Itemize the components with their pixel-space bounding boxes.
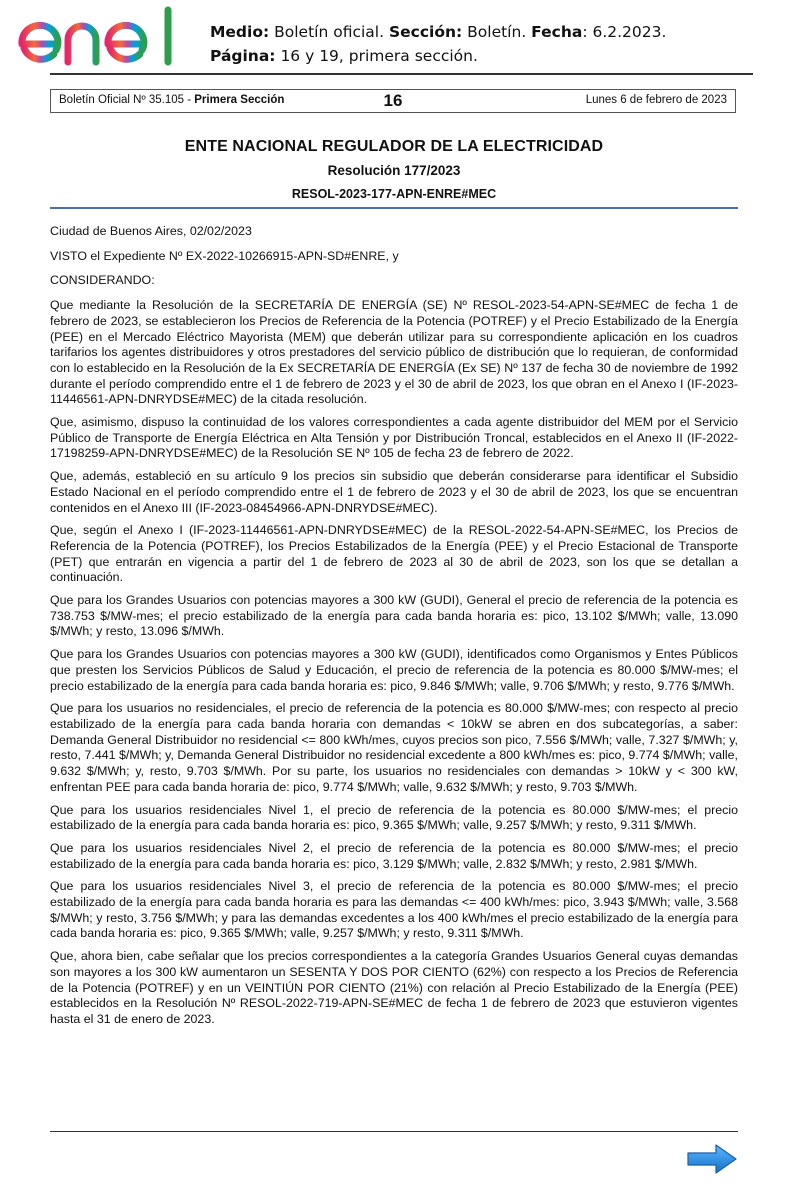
paragraph: Que, ahora bien, cabe señalar que los precios correspondientes a la categoría Grandes Usuarios General cuyas demandas son mayores a los 300 kW aumentaron un SESENTA Y DOS POR CIENTO (62%) con respecto a los Precios de Referencia de la Potencia (POTREF) y en un VEINTIÚN POR CIENTO (21%) con relación al Precio Estabilizado de la Energía (PEE) establecidos en la Resolución Nº RESOL-2022-719-APN-SE#MEC de fecha 1 de febrero de 2023 que estuvieron vigentes hasta el 31 de enero de 2023. [50,949,738,1026]
fecha-value: : 6.2.2023. [582,23,667,41]
paragraph: Que para los Grandes Usuarios con potencias mayores a 300 kW (GUDI), identificados como Organismos y Entes Públicos que presten los Servicios Públicos de Salud y Educación, el precio de referencia de la potencia es 80.000 $/MW-mes; el precio estabilizado de la energía para cada banda horaria es: pico, 9.846 $/MWh; valle, 9.706 $/MWh; y resto, 9.776 $/MWh. [50,647,738,693]
document-title-block [50,136,738,203]
paragraph: Que para los usuarios residenciales Nivel 3, el precio de referencia de la potencia es 80.000 $/MW-mes; el precio estabilizado de la energía para cada banda horaria es para las demandas <= 400 kWh/mes: pico, 3.943 $/MWh; valle, 3.568 $/MWh; y resto, 3.756 $/MWh; y para las demandas excedentes a los 400 kWh/mes el precio estabilizado de la energía para cada banda horaria es: pico, 9.365 $/MWh; valle, 9.257 $/MWh; y resto, 9.311 $/MWh. [50,879,738,941]
bulletin-section: Primera Sección [194,94,285,106]
paragraph: Que para los usuarios no residenciales, el precio de referencia de la potencia es 80.000 $/MW-mes; con respecto al precio estabilizado de la energía para cada banda horaria con demandas < 10kW se abren en dos subcategorías, a saber: Demanda General Distribuidor no residencial <= 800 kWh/mes, cuyos precios son pico, 7.556 $/MWh; valle, 7.327 $/MWh; y, resto, 7.441 $/MWh; y, Demanda General Distribuidor no residencial excedente a 800 kWh/mes es: pico, 9.774 $/MWh; valle, 9.632 $/MWh; y, resto, 9.703 $/MWh. Por su parte, los usuarios no residenciales con demandas > 10kW y < 300 kW, enfrentan PEE para cada banda horaria de: pico, 9.774 $/MWh; valle, 9.632 $/MWh; y resto, 9.703 $/MWh. [50,701,738,794]
paragraph-place-date: Ciudad de Buenos Aires, 02/02/2023 [50,224,252,238]
clipping-header [0,0,800,80]
paragraph-considerando: CONSIDERANDO: [50,273,155,288]
pagina-value: 16 y 19, primera sección. [275,47,478,65]
paragraph: Que para los usuarios residenciales Nivel 1, el precio de referencia de la potencia es 80.000 $/MW-mes; el precio estabilizado de la energía para cada banda horaria es: pico, 9.365 $/MWh; valle, 9.257 $/MWh; y resto, 9.311 $/MWh. [50,802,738,833]
paragraph-visto: VISTO el Expediente Nº EX-2022-10266915-APN-SD#ENRE, y [50,248,399,263]
footer-divider [50,1131,738,1132]
resolution-number: Resolución 177/2023 [327,163,461,178]
document-body [50,224,738,1035]
medio-value: Boletín oficial. [269,23,389,41]
title-divider [50,207,738,209]
paragraph: Que, además, estableció en su artículo 9 los precios sin subsidio que deberán considerarse para identificar el Subsidio Estado Nacional en el período comprendido entre el 1 de febrero de 2023 y el 30 de abril de 2023, los que se encuentran contenidos en el Anexo III (IF-2023-08454966-APN-DNRYDSE#MEC). [50,469,738,515]
bulletin-number: Boletín Oficial Nº 35.105 - [59,94,195,106]
medio-label: Medio: [210,23,270,41]
fecha-label: Fecha [531,23,583,41]
header-divider [50,73,753,75]
bulletin-page-number: 16 [383,91,403,110]
paragraph: Que para los Grandes Usuarios con potencias mayores a 300 kW (GUDI), General el precio de referencia de la potencia es 738.753 $/MW-mes; el precio estabilizado de la energía para cada banda horaria es: pico, 13.102 $/MWh; valle, 13.090 $/MWh; y resto, 13.096 $/MWh. [50,593,738,639]
paragraph: Que para los usuarios residenciales Nivel 2, el precio de referencia de la potencia es 80.000 $/MW-mes; el precio estabilizado de la energía para cada banda horaria es: pico, 3.129 $/MWh; valle, 2.832 $/MWh; y resto, 2.981 $/MWh. [50,840,738,871]
seccion-value: Boletín. [462,23,532,41]
paragraph: Que mediante la Resolución de la SECRETARÍA DE ENERGÍA (SE) Nº RESOL-2023-54-APN-SE#MEC de fecha 1 de febrero de 2023, se establecieron los Precios de Referencia de la Potencia (POTREF) y el Precio Estabilizado de la Energía (PEE) en el Mercado Eléctrico Mayorista (MEM) que deberán utilizar para su correspondiente aplicación en los cuadros tarifarios los agentes distribuidores y otros prestadores del servicio público de distribución que lo requieran, de conformidad con lo establecido en la Resolución de la Ex SECRETARÍA DE ENERGÍA (Ex SE) Nº 137 de fecha 30 de noviembre de 1992 durante el período comprendido entre el 1 de febrero de 2023 y el 30 de abril de 2023, los que obran en el Anexo I (IF-2023-11446561-APN-DNRYDSE#MEC) de la citada resolución. [50,298,738,407]
seccion-label: Sección: [388,23,463,41]
enel-logo [14,4,184,66]
bulletin-date: Lunes 6 de febrero de 2023 [585,94,727,106]
source-line-2 [210,44,666,68]
bulletin-header-bar [50,89,736,113]
paragraph: Que, asimismo, dispuso la continuidad de los valores correspondientes a cada agente distribuidor del MEM por el Servicio Público de Transporte de Energía Eléctrica en Alta Tensión y por Distribución Troncal, establecidos en el Anexo II (IF-2022-17198259-APN-DNRYDSE#MEC) de la Resolución SE Nº 105 de fecha 23 de febrero de 2022. [50,415,738,461]
issuer-title: ENTE NACIONAL REGULADOR DE LA ELECTRICIDAD [184,138,604,155]
pagina-label: Página: [210,47,276,65]
paragraph: Que, según el Anexo I (IF-2023-11446561-APN-DNRYDSE#MEC) de la RESOL-2022-54-APN-SE#MEC, los Precios de Referencia de la Potencia (POTREF), los Precios Estabilizados de la Energía (PEE) y el Precio Estacional de Transporte (PET) que entrarán en vigencia a partir del 1 de febrero de 2023 al 30 de abril de 2023, son los que se detallan a continuación. [50,523,738,585]
resolution-code: RESOL-2023-177-APN-ENRE#MEC [291,187,497,201]
source-line-1 [210,20,666,44]
arrow-right-icon[interactable] [686,1143,738,1175]
source-metadata [210,20,666,68]
